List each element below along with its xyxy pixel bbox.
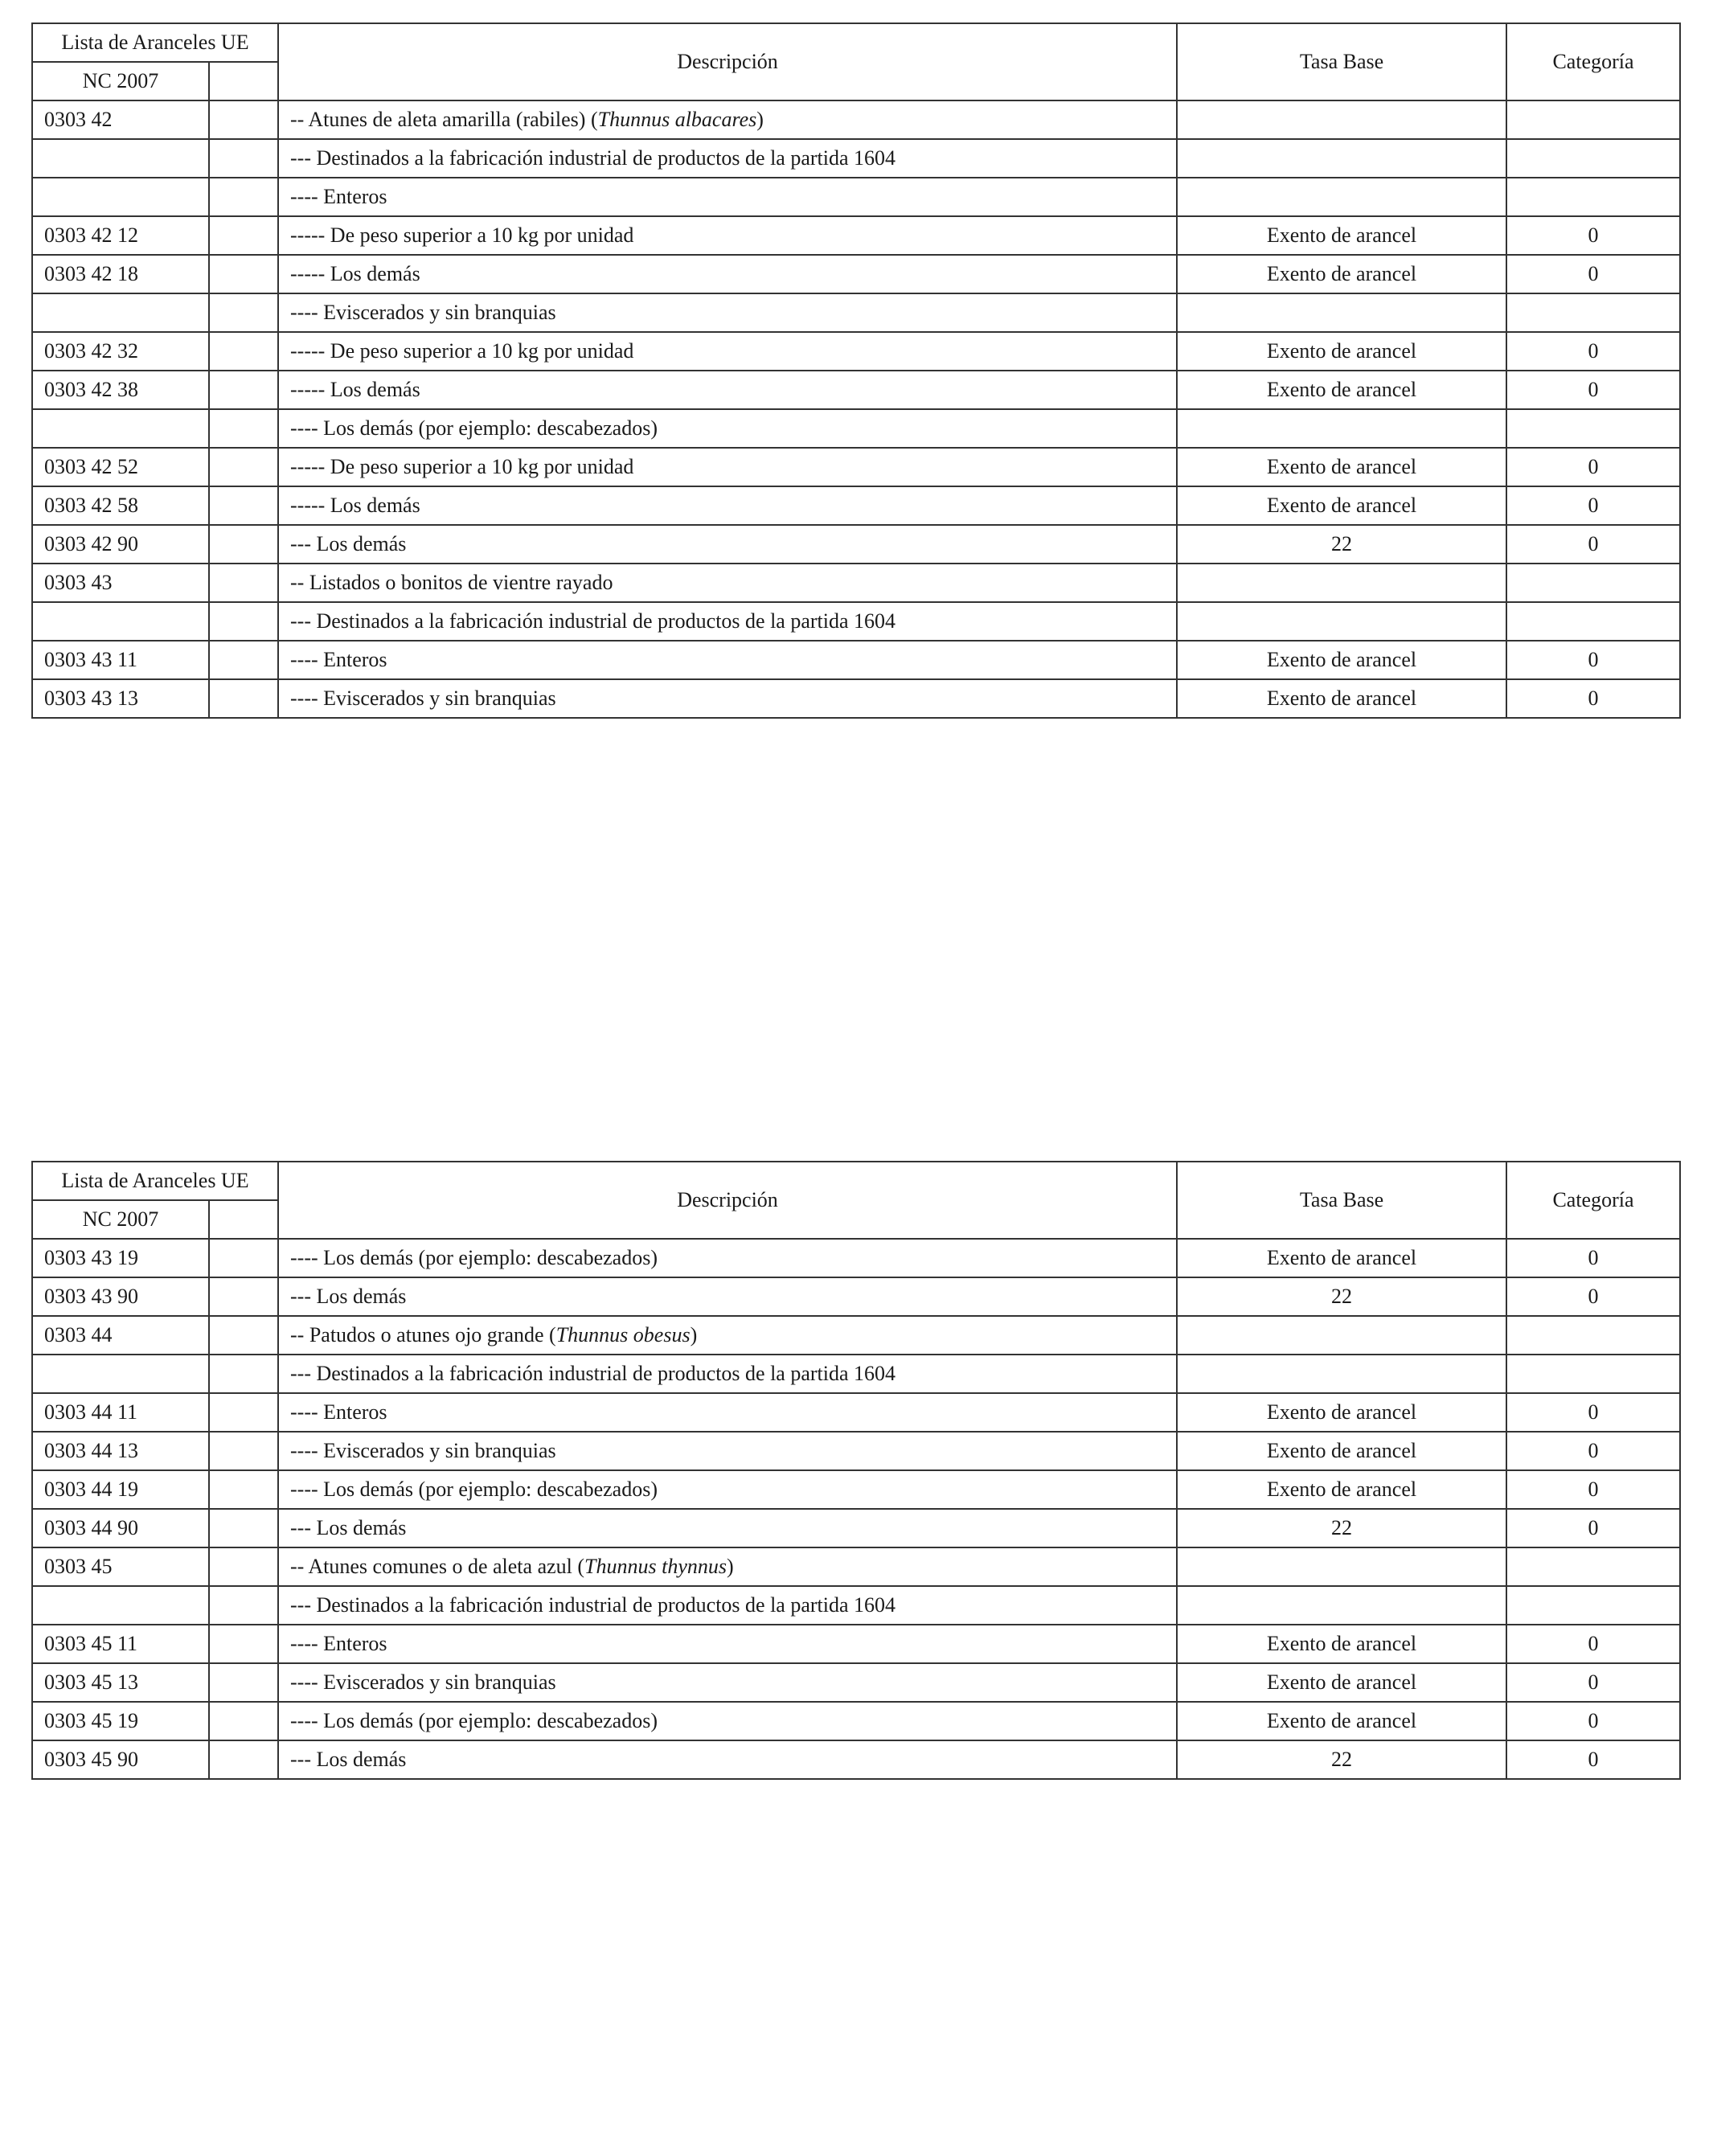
- description-text: -- Patudos o atunes ojo grande (: [290, 1323, 556, 1346]
- nc-code-cell: 0303 44: [32, 1316, 209, 1355]
- table-row: [32, 525, 1680, 564]
- description-cell: [278, 216, 1177, 255]
- base-rate-cell: [1177, 602, 1506, 641]
- category-cell: [1506, 100, 1680, 139]
- description-text: ----- De peso superior a 10 kg por unidad: [290, 339, 634, 363]
- species-name: Thunnus thynnus: [584, 1555, 727, 1578]
- description-cell: [278, 1509, 1177, 1547]
- empty-cell: [209, 1586, 278, 1625]
- description-text: ---- Los demás (por ejemplo: descabezados): [290, 1246, 658, 1269]
- base-rate-cell: 22: [1177, 1740, 1506, 1779]
- category-cell: [1506, 139, 1680, 178]
- description-cell: [278, 293, 1177, 332]
- nc-code-cell: 0303 44 90: [32, 1509, 209, 1547]
- empty-cell: [209, 1547, 278, 1586]
- description-text: ----- De peso superior a 10 kg por unidad: [290, 223, 634, 247]
- description-text: --- Los demás: [290, 1516, 407, 1539]
- table-row: [32, 679, 1680, 718]
- description-cell: [278, 1277, 1177, 1316]
- nc-code-cell: 0303 42 32: [32, 332, 209, 371]
- table-row: [32, 641, 1680, 679]
- category-cell: 0: [1506, 1625, 1680, 1663]
- table-row: [32, 486, 1680, 525]
- empty-cell: [209, 1663, 278, 1702]
- table-row: [32, 332, 1680, 371]
- category-cell: 0: [1506, 216, 1680, 255]
- description-text: -- Atunes comunes o de aleta azul (: [290, 1555, 585, 1578]
- table-row: [32, 1547, 1680, 1586]
- description-text: -- Listados o bonitos de vientre rayado: [290, 571, 613, 594]
- empty-cell: [209, 139, 278, 178]
- empty-cell: [209, 1277, 278, 1316]
- nc-header: NC 2007: [32, 62, 209, 100]
- table-row: [32, 216, 1680, 255]
- empty-cell: [209, 1702, 278, 1740]
- category-cell: 0: [1506, 1393, 1680, 1432]
- nc-code-cell: 0303 42 18: [32, 255, 209, 293]
- table-row: [32, 1432, 1680, 1470]
- empty-header-cell: [209, 62, 278, 100]
- description-text: ---- Los demás (por ejemplo: descabezados): [290, 1478, 658, 1501]
- description-cell: [278, 178, 1177, 216]
- nc-code-cell: 0303 44 13: [32, 1432, 209, 1470]
- description-text: --- Destinados a la fabricación industrial de productos de la partida 1604: [290, 1362, 896, 1385]
- description-cell: [278, 1740, 1177, 1779]
- category-cell: [1506, 409, 1680, 448]
- table-body: [32, 100, 1680, 718]
- category-cell: [1506, 178, 1680, 216]
- nc-code-cell: 0303 43 11: [32, 641, 209, 679]
- base-rate-cell: Exento de arancel: [1177, 1663, 1506, 1702]
- empty-cell: [209, 1239, 278, 1277]
- empty-cell: [209, 448, 278, 486]
- base-rate-cell: Exento de arancel: [1177, 1625, 1506, 1663]
- empty-cell: [209, 371, 278, 409]
- base-rate-cell: Exento de arancel: [1177, 448, 1506, 486]
- empty-cell: [209, 641, 278, 679]
- base-rate-cell: Exento de arancel: [1177, 371, 1506, 409]
- description-text: ----- Los demás: [290, 494, 420, 517]
- base-rate-cell: 22: [1177, 525, 1506, 564]
- description-text-end: ): [756, 108, 764, 131]
- category-cell: 0: [1506, 486, 1680, 525]
- category-cell: 0: [1506, 1509, 1680, 1547]
- nc-code-cell: [32, 1586, 209, 1625]
- description-text: --- Destinados a la fabricación industrial de productos de la partida 1604: [290, 146, 896, 170]
- description-text: ---- Eviscerados y sin branquias: [290, 687, 556, 710]
- table-row: [32, 409, 1680, 448]
- category-cell: 0: [1506, 1239, 1680, 1277]
- empty-cell: [209, 332, 278, 371]
- description-text: ---- Los demás (por ejemplo: descabezados): [290, 416, 658, 440]
- empty-cell: [209, 1509, 278, 1547]
- description-text: ----- Los demás: [290, 262, 420, 285]
- base-rate-cell: [1177, 1586, 1506, 1625]
- rate-header: Tasa Base: [1177, 1162, 1506, 1239]
- base-rate-cell: Exento de arancel: [1177, 1432, 1506, 1470]
- base-rate-cell: [1177, 1355, 1506, 1393]
- empty-cell: [209, 1625, 278, 1663]
- description-text: -- Atunes de aleta amarilla (rabiles) (: [290, 108, 598, 131]
- empty-cell: [209, 100, 278, 139]
- table-row: [32, 1277, 1680, 1316]
- category-cell: 0: [1506, 679, 1680, 718]
- nc-code-cell: 0303 45 90: [32, 1740, 209, 1779]
- category-header: Categoría: [1506, 1162, 1680, 1239]
- description-cell: [278, 1663, 1177, 1702]
- base-rate-cell: [1177, 139, 1506, 178]
- base-rate-cell: Exento de arancel: [1177, 1702, 1506, 1740]
- base-rate-cell: Exento de arancel: [1177, 255, 1506, 293]
- description-cell: [278, 1355, 1177, 1393]
- base-rate-cell: [1177, 178, 1506, 216]
- category-cell: [1506, 564, 1680, 602]
- description-cell: [278, 564, 1177, 602]
- base-rate-cell: [1177, 293, 1506, 332]
- table-row: [32, 1239, 1680, 1277]
- category-cell: 0: [1506, 332, 1680, 371]
- base-rate-cell: [1177, 1316, 1506, 1355]
- description-cell: [278, 679, 1177, 718]
- nc-code-cell: 0303 43 90: [32, 1277, 209, 1316]
- description-text: ----- De peso superior a 10 kg por unidad: [290, 455, 634, 478]
- description-text: ---- Enteros: [290, 1632, 387, 1655]
- species-name: Thunnus obesus: [555, 1323, 691, 1346]
- base-rate-cell: Exento de arancel: [1177, 1239, 1506, 1277]
- nc-code-cell: [32, 178, 209, 216]
- base-rate-cell: [1177, 409, 1506, 448]
- category-cell: 0: [1506, 1277, 1680, 1316]
- table-row: [32, 1663, 1680, 1702]
- rate-header: Tasa Base: [1177, 23, 1506, 100]
- empty-cell: [209, 293, 278, 332]
- description-cell: [278, 255, 1177, 293]
- category-cell: 0: [1506, 371, 1680, 409]
- table-header: [32, 1162, 1680, 1239]
- description-cell: [278, 602, 1177, 641]
- description-cell: [278, 332, 1177, 371]
- nc-code-cell: 0303 44 19: [32, 1470, 209, 1509]
- table-row: [32, 255, 1680, 293]
- category-cell: 0: [1506, 448, 1680, 486]
- category-cell: [1506, 1355, 1680, 1393]
- description-cell: [278, 486, 1177, 525]
- empty-cell: [209, 486, 278, 525]
- description-text: --- Destinados a la fabricación industrial de productos de la partida 1604: [290, 1593, 896, 1617]
- description-cell: [278, 1393, 1177, 1432]
- table-row: [32, 1702, 1680, 1740]
- table-row: [32, 1586, 1680, 1625]
- description-cell: [278, 1625, 1177, 1663]
- empty-cell: [209, 409, 278, 448]
- category-cell: [1506, 1586, 1680, 1625]
- nc-code-cell: 0303 45 13: [32, 1663, 209, 1702]
- table-row: [32, 1625, 1680, 1663]
- description-text: ---- Eviscerados y sin branquias: [290, 1670, 556, 1694]
- nc-code-cell: 0303 42 12: [32, 216, 209, 255]
- table-row: [32, 293, 1680, 332]
- table-row: [32, 564, 1680, 602]
- description-cell: [278, 409, 1177, 448]
- nc-code-cell: 0303 42 52: [32, 448, 209, 486]
- empty-cell: [209, 216, 278, 255]
- empty-cell: [209, 602, 278, 641]
- description-text: ---- Los demás (por ejemplo: descabezados): [290, 1709, 658, 1732]
- tariff-table-2: [31, 1161, 1681, 1780]
- base-rate-cell: Exento de arancel: [1177, 1393, 1506, 1432]
- table-row: [32, 448, 1680, 486]
- empty-cell: [209, 525, 278, 564]
- empty-cell: [209, 255, 278, 293]
- table-row: [32, 1316, 1680, 1355]
- base-rate-cell: Exento de arancel: [1177, 1470, 1506, 1509]
- category-cell: 0: [1506, 1663, 1680, 1702]
- tariff-table-1: [31, 23, 1681, 719]
- empty-cell: [209, 679, 278, 718]
- base-rate-cell: [1177, 564, 1506, 602]
- description-text: --- Los demás: [290, 1285, 407, 1308]
- base-rate-cell: 22: [1177, 1509, 1506, 1547]
- table-row: [32, 1470, 1680, 1509]
- nc-code-cell: 0303 43 19: [32, 1239, 209, 1277]
- description-cell: [278, 1547, 1177, 1586]
- category-cell: [1506, 293, 1680, 332]
- table-row: [32, 1740, 1680, 1779]
- description-text: --- Los demás: [290, 1748, 407, 1771]
- nc-code-cell: 0303 42 90: [32, 525, 209, 564]
- description-text: ---- Enteros: [290, 185, 387, 208]
- empty-header-cell: [209, 1200, 278, 1239]
- list-title-header: Lista de Aranceles UE: [32, 1162, 278, 1200]
- nc-code-cell: 0303 42 38: [32, 371, 209, 409]
- table-row: [32, 371, 1680, 409]
- category-cell: 0: [1506, 1470, 1680, 1509]
- nc-code-cell: [32, 139, 209, 178]
- base-rate-cell: Exento de arancel: [1177, 216, 1506, 255]
- nc-code-cell: 0303 43: [32, 564, 209, 602]
- table-row: [32, 602, 1680, 641]
- description-cell: [278, 1702, 1177, 1740]
- nc-code-cell: 0303 43 13: [32, 679, 209, 718]
- description-text-end: ): [690, 1323, 698, 1346]
- description-text: ---- Enteros: [290, 648, 387, 671]
- empty-cell: [209, 1432, 278, 1470]
- table-row: [32, 1509, 1680, 1547]
- table-row: [32, 1393, 1680, 1432]
- empty-cell: [209, 564, 278, 602]
- description-cell: [278, 100, 1177, 139]
- description-cell: [278, 641, 1177, 679]
- table-row: [32, 1355, 1680, 1393]
- description-text: ---- Eviscerados y sin branquias: [290, 301, 556, 324]
- nc-code-cell: [32, 409, 209, 448]
- description-cell: [278, 371, 1177, 409]
- description-cell: [278, 448, 1177, 486]
- description-cell: [278, 1470, 1177, 1509]
- nc-code-cell: 0303 44 11: [32, 1393, 209, 1432]
- empty-cell: [209, 1393, 278, 1432]
- nc-code-cell: 0303 45 11: [32, 1625, 209, 1663]
- list-title-header: Lista de Aranceles UE: [32, 23, 278, 62]
- description-text-end: ): [727, 1555, 734, 1578]
- table-body: [32, 1239, 1680, 1779]
- table-row: [32, 178, 1680, 216]
- table-row: [32, 100, 1680, 139]
- nc-code-cell: 0303 45: [32, 1547, 209, 1586]
- category-cell: [1506, 602, 1680, 641]
- description-text: --- Destinados a la fabricación industrial de productos de la partida 1604: [290, 609, 896, 633]
- description-cell: [278, 525, 1177, 564]
- nc-header: NC 2007: [32, 1200, 209, 1239]
- base-rate-cell: Exento de arancel: [1177, 486, 1506, 525]
- base-rate-cell: [1177, 100, 1506, 139]
- base-rate-cell: Exento de arancel: [1177, 679, 1506, 718]
- species-name: Thunnus albacares: [597, 108, 757, 131]
- nc-code-cell: 0303 42: [32, 100, 209, 139]
- category-cell: 0: [1506, 255, 1680, 293]
- category-cell: 0: [1506, 525, 1680, 564]
- table-row: [32, 139, 1680, 178]
- category-cell: 0: [1506, 1740, 1680, 1779]
- nc-code-cell: [32, 293, 209, 332]
- table-header: [32, 23, 1680, 100]
- nc-code-cell: 0303 42 58: [32, 486, 209, 525]
- nc-code-cell: [32, 602, 209, 641]
- description-cell: [278, 1432, 1177, 1470]
- base-rate-cell: 22: [1177, 1277, 1506, 1316]
- description-header: Descripción: [278, 1162, 1177, 1239]
- empty-cell: [209, 1740, 278, 1779]
- description-text: --- Los demás: [290, 532, 407, 555]
- description-cell: [278, 1316, 1177, 1355]
- nc-code-cell: 0303 45 19: [32, 1702, 209, 1740]
- category-cell: 0: [1506, 641, 1680, 679]
- category-cell: [1506, 1547, 1680, 1586]
- base-rate-cell: Exento de arancel: [1177, 641, 1506, 679]
- empty-cell: [209, 1470, 278, 1509]
- description-cell: [278, 1239, 1177, 1277]
- description-cell: [278, 1586, 1177, 1625]
- category-cell: 0: [1506, 1432, 1680, 1470]
- description-text: ----- Los demás: [290, 378, 420, 401]
- category-header: Categoría: [1506, 23, 1680, 100]
- category-cell: [1506, 1316, 1680, 1355]
- description-text: ---- Enteros: [290, 1400, 387, 1424]
- description-header: Descripción: [278, 23, 1177, 100]
- nc-code-cell: [32, 1355, 209, 1393]
- description-text: ---- Eviscerados y sin branquias: [290, 1439, 556, 1462]
- empty-cell: [209, 178, 278, 216]
- empty-cell: [209, 1355, 278, 1393]
- description-cell: [278, 139, 1177, 178]
- category-cell: 0: [1506, 1702, 1680, 1740]
- base-rate-cell: [1177, 1547, 1506, 1586]
- base-rate-cell: Exento de arancel: [1177, 332, 1506, 371]
- empty-cell: [209, 1316, 278, 1355]
